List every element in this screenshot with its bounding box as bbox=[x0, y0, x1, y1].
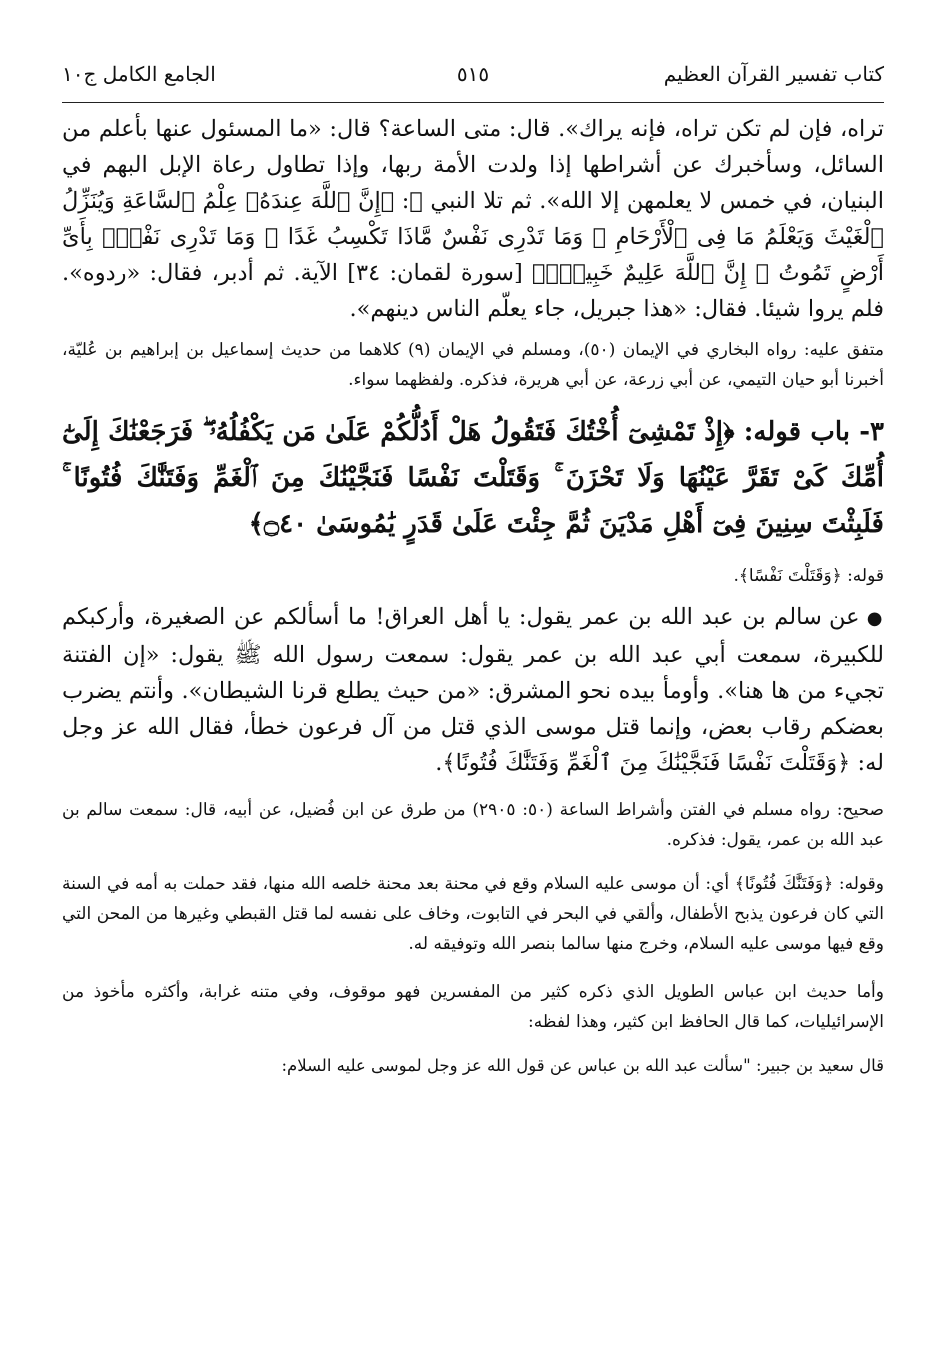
hadith-jibril-text: تراه، فإن لم تكن تراه، فإنه يراك». قال: متى الساعة؟ قال: «ما المسئول عنها بأعلم من السائل، وسأخبرك عن أشراطها إذا ولدت الأمة ربها، وإذا تطاول رعاة الإبل البهم في البنيان، في خمس لا يعلمهن إلا الله». ثم تلا النبي ﷺ: ﴿إِنَّ ٱللَّهَ عِندَهُۥ عِلْمُ ٱلسَّاعَةِ وَيُنَزِّلُ ٱلْغَيْثَ وَيَعْلَمُ مَا فِى ٱلْأَرْحَامِ ۖ وَمَا تَدْرِى نَفْسٌ مَّاذَا تَكْسِبُ غَدًا ۖ وَمَا تَدْرِى نَفْسٌۢ بِأَىِّ أَرْضٍ تَمُوتُ ۚ إِنَّ ٱللَّهَ عَلِيمٌ خَبِيرٌۢ﴾ [سورة لقمان: ٣٤] الآية. ثم أدبر، فقال: «ردوه». فلم يروا شيئا. فقال: «هذا جبريل، جاء يعلّم الناس دينهم». bbox=[62, 116, 884, 322]
commentary-ibn-abbas: وأما حديث ابن عباس الطويل الذي ذكره كثير من المفسرين فهو موقوف، وفي متنه غرابة، وأكثره مأخوذ من الإسرائيليات، كما قال الحافظ ابن كثير، وهذا لفظه: bbox=[62, 982, 884, 1032]
page-number: ٥١٥ bbox=[456, 62, 490, 86]
takhrij-note-2: صحيح: رواه مسلم في الفتن وأشراط الساعة (٥٠: ٢٩٠٥) من طرق عن ابن فُضيل، عن أبيه، قال: سمعت سالم بن عبد الله بن عمر، يقول: فذكره. bbox=[62, 800, 884, 850]
commentary-fitna: وقوله: ﴿وَفَتَنَّٰكَ فُتُونًا﴾ أي: أن موسى عليه السلام وقع في محنة بعد محنة خلصه الله منها، فقد حملت به أمه في السنة التي كان فرعون يذبح الأطفال، وألقي في البحر في التابوت، وخاف على نفسه لما قتل القبطي وغيرها من المحن التي وقع فيها موسى عليه السلام، وخرج منها سالما بنصر الله وتوفيقه له. bbox=[62, 874, 884, 954]
book-page bbox=[62, 56, 884, 1358]
chapter-heading: ٣- باب قوله: ﴿إِذْ تَمْشِىٓ أُخْتُكَ فَتَقُولُ هَلْ أَدُلُّكُمْ عَلَىٰ مَن يَكْفُلُهُۥ ۖ فَرَجَعْنَٰكَ إِلَىٰٓ أُمِّكَ كَىْ تَقَرَّ عَيْنُهَا وَلَا تَحْزَنَ ۚ وَقَتَلْتَ نَفْسًا فَنَجَّيْنَٰكَ مِنَ ٱلْغَمِّ وَفَتَنَّٰكَ فُتُونًا ۚ فَلَبِثْتَ سِنِينَ فِىٓ أَهْلِ مَدْيَنَ ثُمَّ جِئْتَ عَلَىٰ قَدَرٍ يَٰمُوسَىٰ ۝٤٠﴾ bbox=[62, 417, 884, 539]
collection-volume: الجامع الكامل ج١٠ bbox=[62, 62, 216, 86]
takhrij-note-1: متفق عليه: رواه البخاري في الإيمان (٥٠)، ومسلم في الإيمان (٩) كلاهما من حديث إسماعيل بن إبراهيم بن عُليّة، أخبرنا أبو حيان التيمي، عن أبي زرعة، عن أبي هريرة، فذكره. ولفظهما سواء. bbox=[62, 340, 884, 390]
verse-citation: قوله: ﴿وَقَتَلْتَ نَفْسًا﴾. bbox=[733, 566, 884, 586]
book-title: كتاب تفسير القرآن العظيم bbox=[663, 62, 884, 86]
page-header bbox=[62, 56, 884, 103]
saeed-ibn-jubair-quote: قال سعيد بن جبير: "سألت عبد الله بن عباس عن قول الله عز وجل لموسى عليه السلام: bbox=[281, 1056, 884, 1075]
hadith-salim-text: ● عن سالم بن عبد الله بن عمر يقول: يا أهل العراق! ما أسألكم عن الصغيرة، وأركبكم للكبيرة، سمعت أبي عبد الله بن عمر يقول: سمعت رسول الله ﷺ يقول: «إن الفتنة تجيء من ها هنا». وأومأ بيده نحو المشرق: «من حيث يطلع قرنا الشيطان». وأنتم يضرب بعضكم رقاب بعض، وإنما قتل موسى الذي قتل من آل فرعون خطأ، فقال الله عز وجل له: ﴿وَقَتَلْتَ نَفْسًا فَنَجَّيْنَٰكَ مِنَ ٱلْغَمِّ وَفَتَنَّٰكَ فُتُونًا﴾. bbox=[62, 599, 884, 781]
